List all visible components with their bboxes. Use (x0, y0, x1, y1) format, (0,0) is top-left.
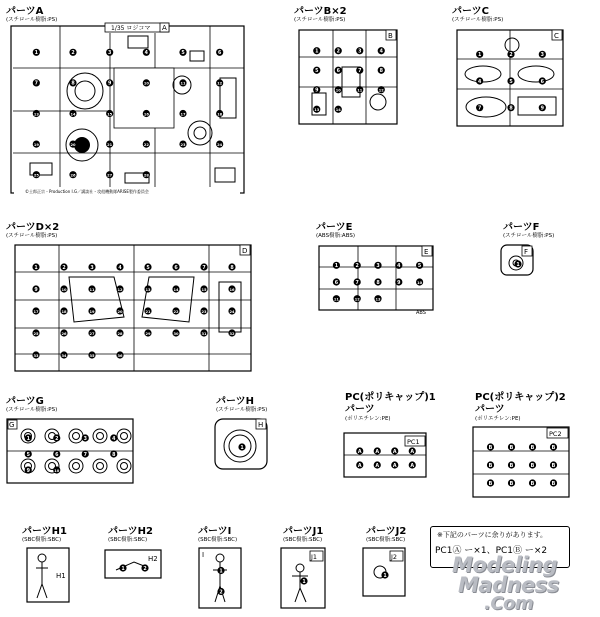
part-number: 1 (302, 579, 306, 585)
part-number: 5 (315, 69, 319, 75)
part-number: 1 (219, 569, 223, 575)
part-number: 7 (202, 265, 206, 271)
runner-i (198, 546, 244, 610)
runner-e (318, 243, 438, 315)
parts-title: パーツH2 (108, 526, 153, 537)
part-number: 9 (26, 468, 30, 474)
part-number: 33 (33, 353, 39, 358)
runner-letter: J1 (311, 553, 318, 561)
parts-title: パーツG (6, 396, 44, 407)
runner-d (14, 242, 254, 374)
part-number: 28 (117, 331, 123, 336)
part-number: 3 (83, 436, 87, 442)
part-number: 1 (121, 566, 125, 572)
part-number: 2 (62, 265, 66, 271)
runner-j1 (280, 546, 328, 610)
part-number: 19 (33, 142, 39, 147)
parts-material: (ポリエチレン:PE) (475, 416, 521, 422)
part-number: 7 (358, 69, 362, 75)
part-number: 5 (146, 265, 150, 271)
part-number: 2 (55, 436, 59, 442)
ring-part (97, 433, 104, 440)
parts-title: パーツJ2 (366, 526, 407, 537)
part-number: B (551, 445, 556, 451)
parts-title: パーツE (316, 222, 353, 233)
part-number: 13 (375, 297, 381, 302)
part-number: 18 (61, 309, 67, 314)
part-number: 4 (112, 436, 116, 442)
part-number: 3 (540, 53, 545, 59)
part-number: 17 (33, 309, 39, 314)
part-number: A (375, 449, 380, 455)
runner-letter: J2 (391, 553, 398, 561)
part-number: 23 (180, 142, 186, 147)
part-number: 12 (354, 297, 360, 302)
ring-part (93, 429, 107, 443)
part-number: 22 (143, 142, 149, 147)
runner-pc2 (472, 424, 572, 500)
part-number: B (488, 481, 493, 487)
part-number: B (530, 445, 535, 451)
part-number: 14 (335, 108, 341, 113)
parts-material: (スチロール樹脂:PS) (216, 407, 268, 413)
part-number: B (551, 481, 556, 487)
parts-material: (ポリエチレン:PE) (345, 416, 391, 422)
parts-title: パーツH1 (22, 526, 67, 537)
parts-title: パーツD×2 (6, 222, 60, 233)
part-number: 20 (117, 309, 123, 314)
part-number: 1 (34, 265, 38, 271)
part-number: 3 (358, 49, 362, 55)
runner-c (456, 27, 566, 129)
runner-h1 (26, 546, 72, 606)
part-number: 13 (33, 112, 39, 117)
part-number: 21 (107, 142, 113, 147)
part-number: 8 (379, 69, 383, 75)
part-number: 8 (509, 106, 513, 112)
part-number: 16 (143, 112, 149, 117)
parts-title-2: パーツ (475, 404, 505, 415)
parts-title: パーツC (452, 6, 489, 17)
runner-letter: B (388, 32, 393, 40)
part-number: 1 (34, 51, 39, 57)
part-number: 5 (181, 51, 185, 57)
part-number: 1 (383, 573, 387, 579)
part-number: 15 (201, 287, 207, 292)
part-number: 7 (34, 81, 39, 87)
part-number: B (530, 463, 535, 469)
part-number: 32 (229, 331, 235, 336)
parts-title: パーツA (6, 6, 44, 17)
part-number: 28 (143, 173, 149, 178)
part-number: 7 (477, 106, 482, 112)
part-number: 2 (219, 590, 223, 596)
part-number: 24 (217, 142, 223, 147)
part-number: 17 (180, 112, 186, 117)
surplus-note-text: ※下記のパーツに余りがあります。 (437, 531, 548, 539)
part-number: 15 (107, 112, 113, 117)
part-number: B (488, 463, 493, 469)
part-number: A (410, 463, 415, 469)
part-number: 11 (180, 81, 186, 86)
runner-h (214, 416, 270, 472)
part-number: 11 (333, 297, 339, 302)
runner-letter: F (524, 248, 529, 256)
runner-tag: ABS (416, 310, 426, 316)
part-number: 10 (417, 280, 423, 285)
part-number: 12 (217, 81, 223, 86)
part-number: B (509, 481, 514, 487)
part-number: 24 (229, 309, 235, 314)
parts-material: (スチロール樹脂:PS) (6, 407, 58, 413)
runner-footer: ©土郎正宗・Production I.G／講談社・攻殻機動隊ARISE製作委員会 (25, 189, 149, 194)
part-number: 26 (70, 173, 76, 178)
part-number: 10 (54, 468, 60, 473)
part-number: 6 (174, 265, 178, 271)
part-number: 9 (540, 106, 545, 112)
ring-part (69, 459, 83, 473)
part-number: 2 (71, 51, 75, 57)
part-number: B (509, 445, 514, 451)
surplus-note-parts: PC1Ⓐ ー×1、PC1Ⓑ ー×2 (435, 546, 548, 556)
part-number: 9 (315, 88, 319, 94)
part-number: 30 (173, 331, 179, 336)
part-number: 1 (26, 436, 30, 442)
parts-title: パーツF (503, 222, 540, 233)
part-number: 21 (145, 309, 151, 314)
parts-material: (SBC樹脂:SBC) (283, 537, 323, 543)
part-number: A (357, 449, 362, 455)
part-number: 6 (55, 452, 59, 458)
ring-part (117, 429, 131, 443)
part-number: 9 (397, 280, 401, 286)
ring-part (117, 459, 131, 473)
runner-j2 (362, 546, 408, 598)
runner-letter: PC2 (549, 430, 562, 438)
part-number: 2 (143, 566, 147, 572)
part-number: 4 (477, 79, 482, 85)
part-number: A (357, 463, 362, 469)
runner-h2 (104, 548, 164, 582)
part-number: 7 (83, 452, 87, 458)
runner-letter: H2 (148, 555, 158, 563)
part-number: 4 (118, 265, 122, 271)
part-number: 18 (217, 112, 223, 117)
parts-material: (スチロール樹脂:PS) (294, 17, 346, 23)
part-number: 14 (173, 287, 179, 292)
part-number: 19 (89, 309, 95, 314)
part-number: 11 (89, 287, 95, 292)
part-number: 8 (71, 81, 75, 87)
parts-title: パーツH (216, 396, 254, 407)
watermark-line-3: .Com (484, 593, 534, 614)
part-number: 2 (355, 264, 359, 270)
part-number: 1 (334, 264, 339, 270)
runner-letter: I (202, 551, 205, 559)
part-number: B (488, 445, 493, 451)
part-number: 25 (33, 173, 39, 178)
parts-material: (スチロール樹脂:PS) (503, 233, 555, 239)
part-number: 6 (336, 69, 340, 75)
part-number: 36 (117, 353, 123, 358)
runner-a (10, 23, 246, 198)
part-number: 6 (540, 79, 545, 85)
part-number: 8 (230, 265, 234, 271)
parts-title-2: パーツ (345, 404, 375, 415)
part-number: 11 (357, 88, 363, 93)
runner-pc1 (343, 430, 429, 480)
parts-material: (スチロール樹脂:PS) (6, 17, 58, 23)
runner-header: 1/35 ロジコマ (111, 25, 151, 32)
part-number: 1 (516, 262, 520, 268)
part-number: 13 (145, 287, 151, 292)
ring-part (97, 463, 104, 470)
part-number: 22 (173, 309, 179, 314)
parts-title: パーツJ1 (283, 526, 324, 537)
runner-letter: E (424, 248, 429, 256)
ring-part (121, 433, 128, 440)
watermark-line-2: Madness (458, 573, 559, 597)
part-number: 12 (378, 88, 384, 93)
part-number: 10 (143, 81, 149, 86)
part-number: 16 (229, 287, 235, 292)
part-number: 14 (70, 112, 76, 117)
part-number: 2 (509, 53, 513, 59)
part-number: 4 (144, 51, 149, 57)
runner-f (500, 243, 536, 279)
part-number: 9 (107, 81, 112, 87)
part-number: 8 (112, 452, 116, 458)
part-number: 5 (417, 264, 422, 270)
parts-material: (SBC樹脂:SBC) (366, 537, 406, 543)
parts-material: (SBC樹脂:SBC) (22, 537, 62, 543)
part-number: 2 (336, 49, 340, 55)
part-number: 4 (397, 264, 401, 270)
part-number: 26 (61, 331, 67, 336)
part-number: 1 (477, 53, 482, 59)
part-number: A (410, 449, 415, 455)
part-number: 25 (33, 331, 39, 336)
part-number: 35 (89, 353, 95, 358)
ring-part (69, 429, 83, 443)
part-number: 3 (376, 264, 380, 270)
part-number: A (392, 449, 397, 455)
runner-letter: A (162, 24, 167, 32)
part-number: 10 (335, 88, 341, 93)
part-number: B (530, 481, 535, 487)
ring-part (93, 459, 107, 473)
part-number: 29 (145, 331, 151, 336)
runner-b (298, 27, 400, 127)
ring-part (121, 463, 128, 470)
ring-part (73, 463, 80, 470)
parts-title: パーツI (198, 526, 232, 537)
part-number: B (551, 463, 556, 469)
runner-letter: C (554, 32, 559, 40)
part-number: A (375, 463, 380, 469)
runner-letter: D (242, 247, 248, 255)
part-number: 20 (70, 142, 76, 147)
part-number: B (509, 463, 514, 469)
part-number: 3 (90, 265, 94, 271)
parts-material: (SBC樹脂:SBC) (108, 537, 148, 543)
part-number: 1 (240, 445, 244, 451)
parts-title: PC(ポリキャップ)2 (475, 392, 566, 403)
part-number: 34 (61, 353, 67, 358)
part-number: 8 (376, 280, 380, 286)
part-number: 1 (315, 49, 319, 55)
parts-material: (SBC樹脂:SBC) (198, 537, 238, 543)
runner-g (6, 416, 136, 486)
part-number: 5 (509, 79, 513, 85)
part-number: 13 (314, 108, 320, 113)
part-number: 12 (117, 287, 123, 292)
part-number: 6 (217, 51, 222, 57)
part-number: 27 (107, 173, 113, 178)
runner-letter: H1 (56, 572, 66, 580)
part-number: 23 (201, 309, 207, 314)
parts-title: PC(ポリキャップ)1 (345, 392, 436, 403)
parts-material: (スチロール樹脂:PS) (6, 233, 58, 239)
watermark-line-1: Modeling (452, 553, 557, 577)
runner-letter: H (258, 421, 264, 429)
part-number: 3 (107, 51, 112, 57)
runner-letter: G (9, 421, 15, 429)
part-number: 10 (61, 287, 67, 292)
parts-material: (ABS樹脂:ABS) (316, 233, 356, 239)
part-number: 31 (201, 331, 207, 336)
parts-material: (スチロール樹脂:PS) (452, 17, 504, 23)
part-number: 9 (34, 287, 38, 293)
runner-letter: PC1 (407, 438, 420, 446)
ring-part (73, 433, 80, 440)
part-number: A (392, 463, 397, 469)
part-number: 5 (26, 452, 30, 458)
parts-title: パーツB×2 (294, 6, 347, 17)
part-number: 6 (334, 280, 339, 286)
part-number: 7 (355, 280, 359, 286)
part-number: 27 (89, 331, 95, 336)
part-number: 4 (379, 49, 383, 55)
